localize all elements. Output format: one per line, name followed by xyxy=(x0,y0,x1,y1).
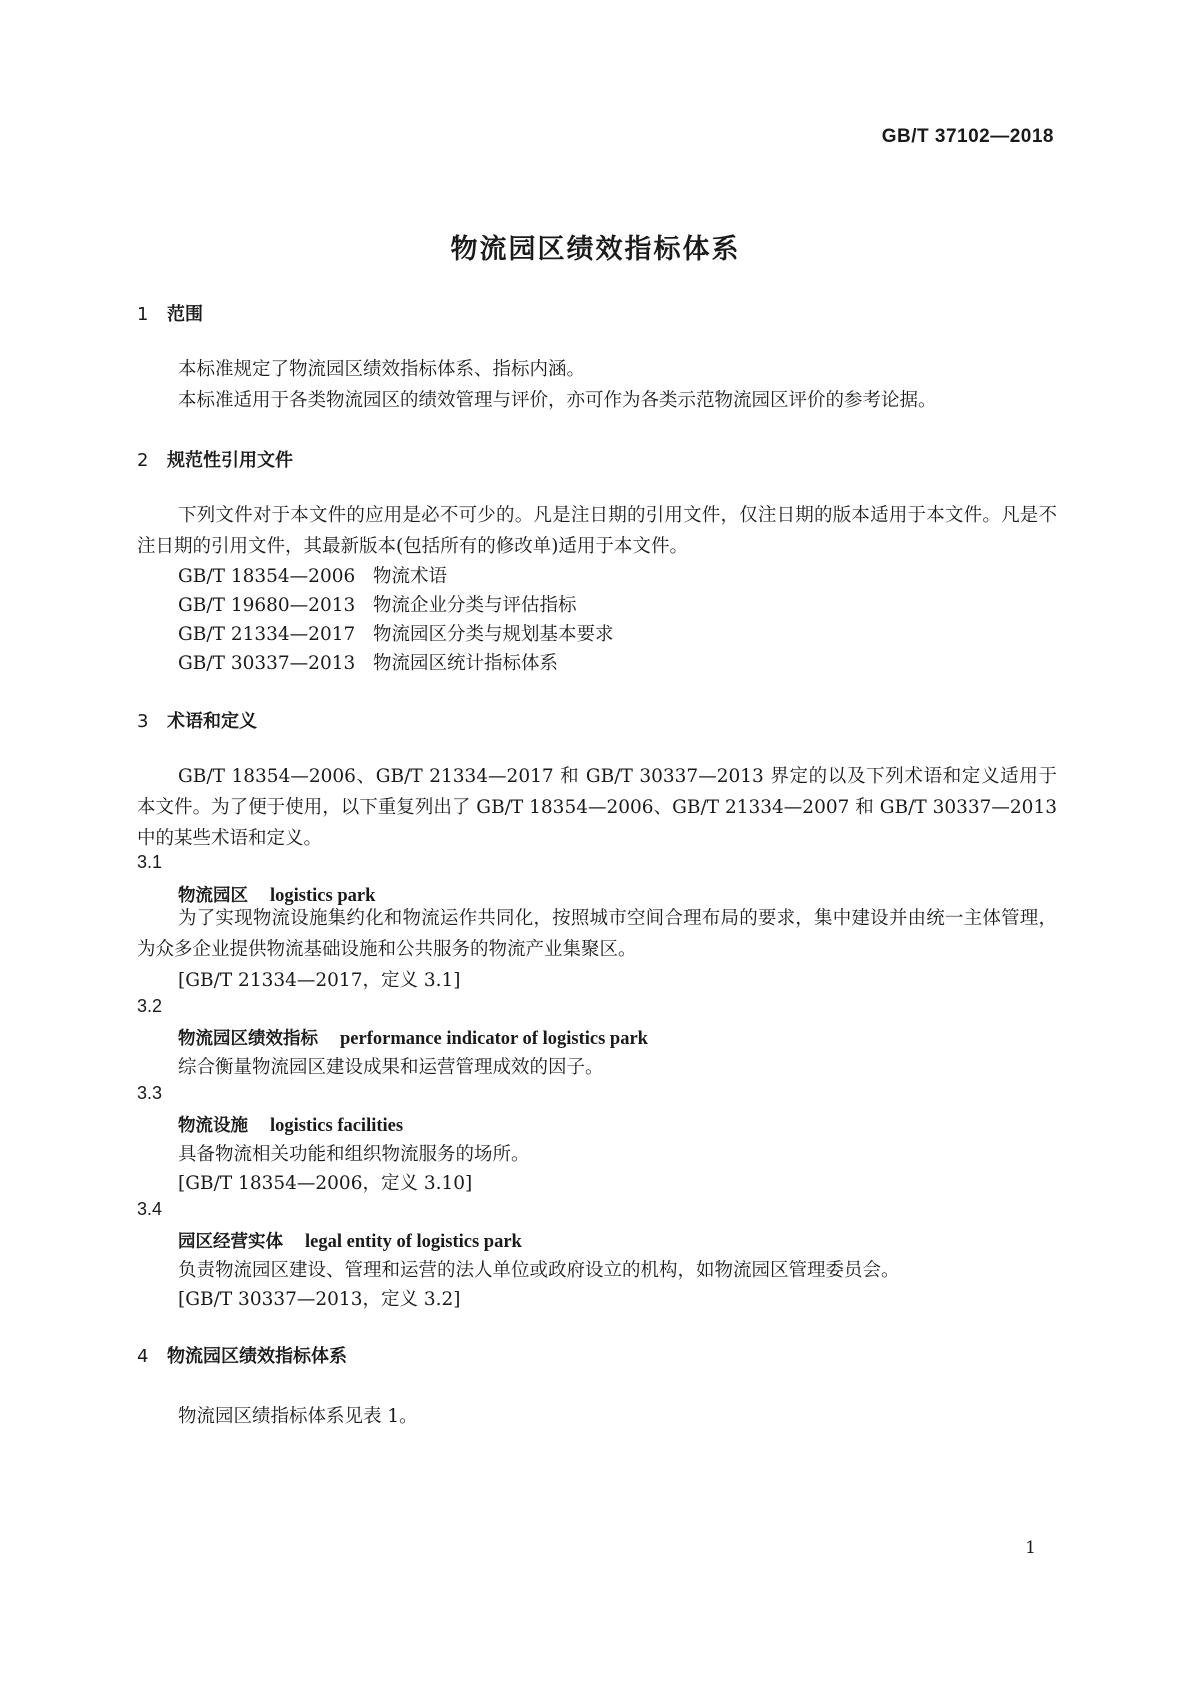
section-4-heading xyxy=(137,1342,347,1368)
reference-code: GB/T 18354—2006 xyxy=(178,566,356,587)
paragraph: 下列文件对于本文件的应用是必不可少的。凡是注日期的引用文件，仅注日期的版本适用于本文件。凡是不注日期的引用文件，其最新版本(包括所有的修改单)适用于本文件。 xyxy=(137,505,1057,557)
reference-name: 物流园区统计指标体系 xyxy=(373,653,559,674)
section-number: 1 xyxy=(137,304,149,325)
term-zh: 园区经营实体 xyxy=(178,1232,283,1252)
document-title: 物流园区绩效指标体系 xyxy=(450,234,741,265)
term-title xyxy=(178,1025,648,1050)
term-definition: 综合衡量物流园区建设成果和运营管理成效的因子。 xyxy=(178,1057,604,1078)
section-1-heading xyxy=(137,300,203,326)
reference-item xyxy=(178,620,614,646)
paragraph: 物流园区绩指标体系见表 1。 xyxy=(178,1406,418,1427)
section-3-heading xyxy=(137,707,257,733)
term-zh: 物流园区绩效指标 xyxy=(178,1029,318,1049)
clause-number: 3.1 xyxy=(137,852,163,872)
term-definition: 负责物流园区建设、管理和运营的法人单位或政府设立的机构，如物流园区管理委员会。 xyxy=(178,1260,900,1281)
term-title xyxy=(178,1228,522,1253)
paragraph: 本标准规定了物流园区绩效指标体系、指标内涵。 xyxy=(178,359,586,380)
section-title: 范围 xyxy=(167,304,203,325)
clause-number: 3.2 xyxy=(137,996,163,1016)
term-source: [GB/T 18354—2006，定义 3.10] xyxy=(178,1173,473,1194)
reference-code: GB/T 21334—2017 xyxy=(178,624,356,645)
term-title xyxy=(178,1112,403,1137)
term-zh: 物流设施 xyxy=(178,1116,248,1136)
paragraph: GB/T 18354—2006、GB/T 21334—2017 和 GB/T 30337—2013 界定的以及下列术语和定义适用于本文件。为了便于使用，以下重复列出了 GB/T 18354—2006、GB/T 21334—2007 和 GB/T 30337—2013 中的某些术语和定义。 xyxy=(137,766,1057,849)
reference-item xyxy=(178,591,577,617)
section-title: 物流园区绩效指标体系 xyxy=(167,1346,347,1367)
reference-name: 物流术语 xyxy=(373,566,448,587)
reference-item xyxy=(178,562,447,588)
section-title: 规范性引用文件 xyxy=(167,450,293,471)
section-number: 4 xyxy=(137,1346,149,1367)
term-definition: 为了实现物流设施集约化和物流运作共同化，按照城市空间合理布局的要求，集中建设并由统一主体管理，为众多企业提供物流基础设施和公共服务的物流产业集聚区。 xyxy=(137,908,1057,960)
term-source: [GB/T 30337—2013，定义 3.2] xyxy=(178,1289,461,1310)
term-en: legal entity of logistics park xyxy=(305,1232,522,1252)
standard-code: GB/T 37102—2018 xyxy=(881,126,1054,147)
section-title: 术语和定义 xyxy=(167,711,257,732)
term-en: logistics facilities xyxy=(270,1116,404,1136)
clause-number: 3.4 xyxy=(137,1199,163,1219)
clause-number: 3.3 xyxy=(137,1083,163,1103)
section-number: 3 xyxy=(137,711,149,732)
reference-code: GB/T 30337—2013 xyxy=(178,653,356,674)
paragraph: 本标准适用于各类物流园区的绩效管理与评价，亦可作为各类示范物流园区评价的参考论据。 xyxy=(178,390,937,411)
reference-item xyxy=(178,649,558,675)
term-en: performance indicator of logistics park xyxy=(340,1029,648,1049)
page-number: 1 xyxy=(1025,1538,1036,1558)
reference-code: GB/T 19680—2013 xyxy=(178,595,356,616)
reference-name: 物流园区分类与规划基本要求 xyxy=(373,624,614,645)
reference-name: 物流企业分类与评估指标 xyxy=(373,595,577,616)
term-definition: 具备物流相关功能和组织物流服务的场所。 xyxy=(178,1144,530,1165)
term-zh: 物流园区 xyxy=(178,886,248,906)
section-2-heading xyxy=(137,446,293,472)
term-en: logistics park xyxy=(270,886,376,906)
term-source: [GB/T 21334—2017，定义 3.1] xyxy=(178,970,461,991)
section-number: 2 xyxy=(137,450,149,471)
